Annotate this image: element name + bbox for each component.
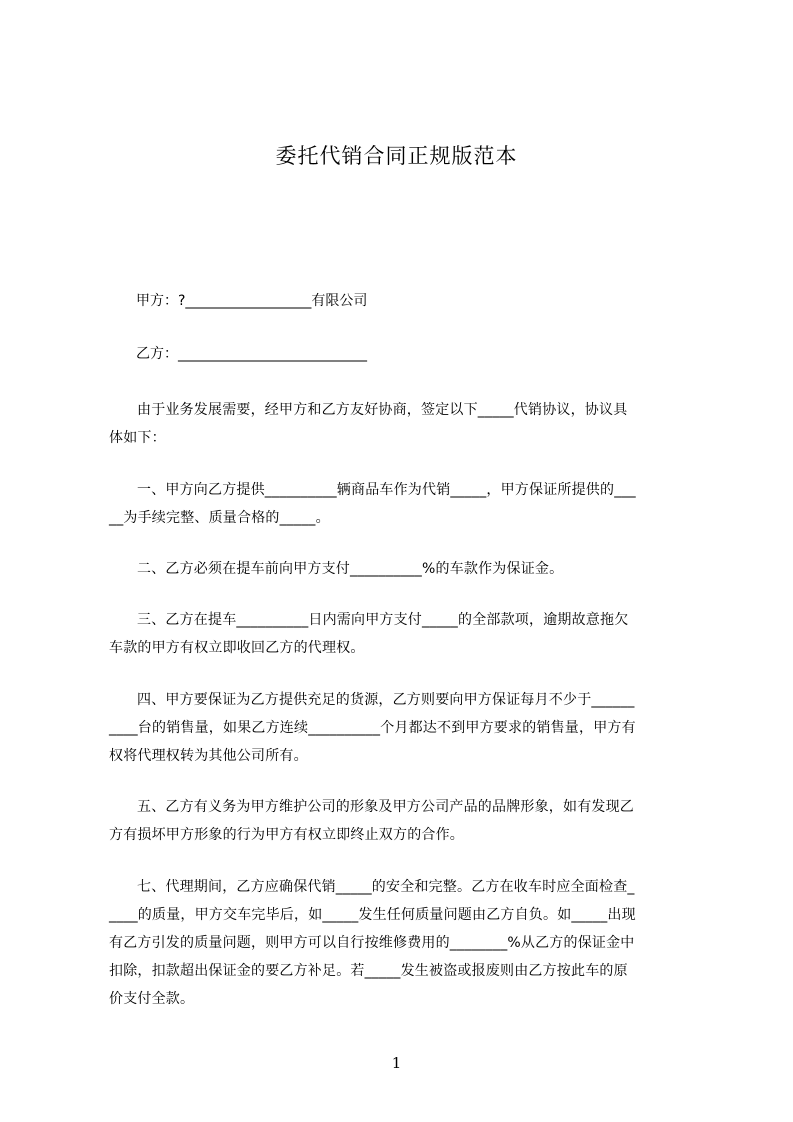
paragraph-line: 车款的甲方有权立即收回乙方的代理权。 [109,640,365,656]
paragraph-line: ____台的销售量，如果乙方连续__________个月都达不到甲方要求的销售量，甲方有 [109,720,636,736]
paragraph-line: 一、甲方向乙方提供__________辆商品车作为代销_____，甲方保证所提供的___ [137,482,636,498]
document-title: 委托代销合同正规版范本 [275,144,518,168]
paragraph-line: ____的质量，甲方交车完毕后，如_____发生任何质量问题由乙方自负。如_____出现 [109,907,636,923]
paragraph-line: 价支付全款。 [109,991,195,1007]
paragraph-line: 五、乙方有义务为甲方维护公司的形象及甲方公司产品的品牌形象，如有发现乙 [137,799,634,815]
paragraph-clause-7 [109,873,699,1013]
paragraph-line: 由于业务发展需要，经甲方和乙方友好协商，签定以下_____代销协议，协议具 [137,402,628,418]
party-a-line: 甲方：?__________________有限公司 [136,293,368,309]
party-b-line: 乙方：___________________________ [136,346,367,362]
paragraph-line: 体如下： [109,430,166,446]
paragraph-clause-5 [109,793,699,849]
paragraph-line: __为手续完整、质量合格的_____。 [109,510,330,526]
paragraph-line: 扣除，扣款超出保证金的要乙方补足。若_____发生被盗或报废则由乙方按此车的原 [109,963,628,979]
paragraph-line: 三、乙方在提车__________日内需向甲方支付_____的全部款项，逾期故意拖欠 [137,612,629,628]
paragraph-line: 权将代理权转为其他公司所有。 [109,748,308,764]
paragraph-line: 四、甲方要保证为乙方提供充足的货源，乙方则要向甲方保证每月不少于______ [137,692,635,708]
paragraph-clause-2 [109,555,699,583]
paragraph-line: 方有损坏甲方形象的行为甲方有权立即终止双方的合作。 [109,827,464,843]
paragraph-intro [109,396,699,452]
paragraph-line: 有乙方引发的质量问题，则甲方可以自行按维修费用的________%从乙方的保证金中 [109,935,635,951]
paragraph-line: 二、乙方必须在提车前向甲方支付__________%的车款作为保证金。 [137,561,564,577]
paragraph-clause-4 [109,686,699,770]
paragraph-line: 七、代理期间，乙方应确保代销_____的安全和完整。乙方在收车时应全面检查_ [137,879,635,895]
paragraph-clause-1 [109,476,699,532]
paragraph-clause-3 [109,606,699,662]
page-number: 1 [391,1054,402,1072]
